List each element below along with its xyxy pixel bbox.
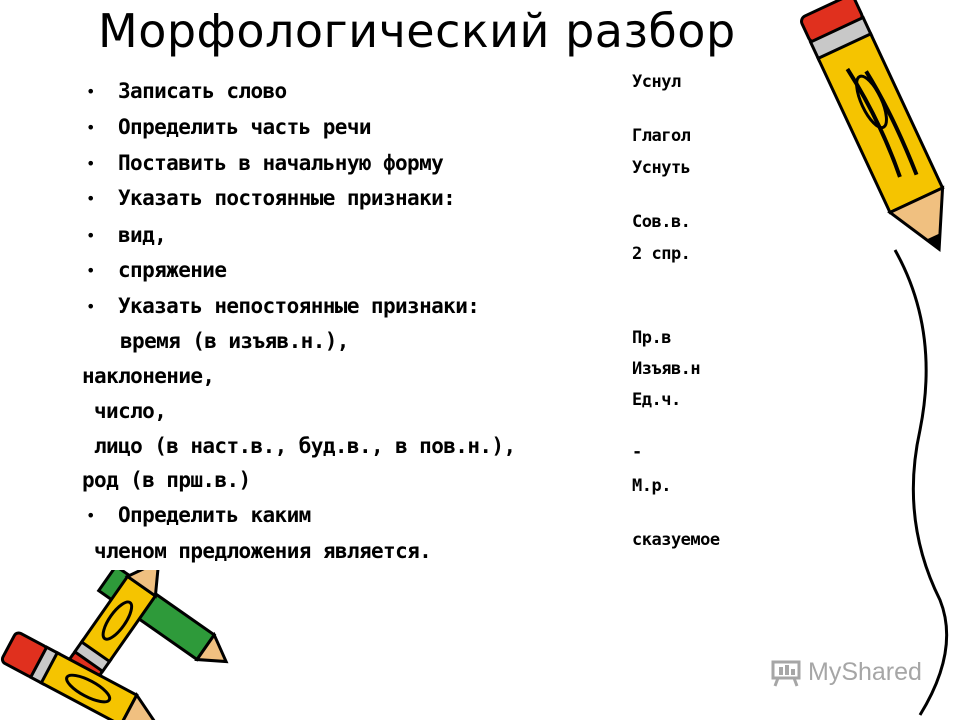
bullet: •	[86, 261, 96, 280]
step-item: Поставить в начальную форму	[118, 151, 444, 175]
pencil-clipart-right	[800, 0, 960, 720]
bullet: •	[86, 82, 96, 101]
step-item: число,	[94, 399, 167, 423]
pencils-clipart-left	[0, 570, 230, 720]
analysis-aspect: Сов.в.	[632, 212, 691, 232]
step-item: Определить каким	[118, 503, 311, 527]
step-item: наклонение,	[82, 364, 215, 388]
bullet: •	[86, 118, 96, 137]
step-item: Указать постоянные признаки:	[118, 186, 456, 210]
step-item: членом предложения является.	[94, 539, 432, 563]
slide-title: Морфологический разбор	[98, 4, 736, 58]
analysis-tense: Пр.в	[632, 328, 671, 348]
analysis-syntactic-role: сказуемое	[632, 530, 720, 550]
analysis-mood: Изъяв.н	[632, 359, 701, 379]
step-item: вид,	[118, 223, 167, 247]
step-item: Указать непостоянные признаки:	[118, 294, 480, 318]
bullet: •	[86, 189, 96, 208]
analysis-gender: М.р.	[632, 476, 671, 496]
bullet: •	[86, 506, 96, 525]
analysis-part-of-speech: Глагол	[632, 126, 691, 146]
analysis-initial-form: Уснуть	[632, 158, 691, 178]
bullet: •	[86, 154, 96, 173]
step-item: род (в прш.в.)	[82, 468, 251, 492]
step-item: Определить часть речи	[118, 115, 371, 139]
analysis-word: Уснул	[632, 72, 681, 92]
step-item: лицо (в наст.в., буд.в., в пов.н.),	[94, 434, 516, 458]
analysis-person: -	[632, 442, 642, 462]
step-item: время (в изъяв.н.),	[120, 329, 349, 353]
watermark-text: MyShared	[808, 658, 922, 686]
step-item: Записать слово	[118, 79, 287, 103]
bullet: •	[86, 297, 96, 316]
step-item: спряжение	[118, 258, 227, 282]
presentation-icon	[770, 659, 802, 687]
analysis-number: Ед.ч.	[632, 390, 681, 410]
bullet: •	[86, 226, 96, 245]
analysis-conjugation: 2 спр.	[632, 244, 691, 264]
